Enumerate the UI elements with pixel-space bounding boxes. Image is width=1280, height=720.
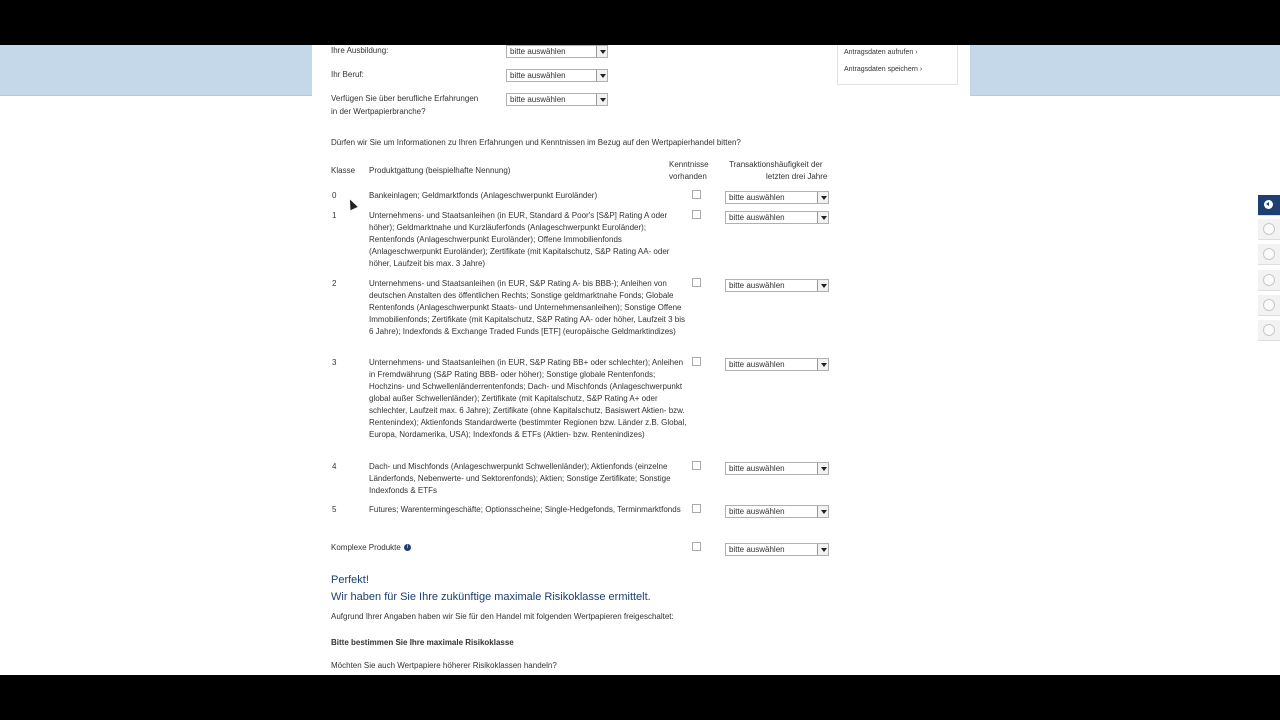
- chevron-down-icon: [596, 94, 607, 105]
- chevron-right-icon: ›: [919, 66, 923, 73]
- frequency-select[interactable]: [725, 211, 829, 224]
- rail-calendar-button[interactable]: [1258, 320, 1280, 341]
- email-icon: [1263, 299, 1275, 311]
- row-description: Futures; Warentermingeschäfte; Optionsscheine; Single-Hedgefonds, Terminmarktfonds: [369, 505, 681, 514]
- letterbox-top: [0, 0, 1280, 45]
- row-description: Unternehmens- und Staatsanleihen (in EUR, Standard & Poor's [S&P] Rating A oder höher); Geldmarktnahe und Kurzläuferfonds (Anlageschwerpunkt Euroländer); Rentenfonds (Anlageschwerpunkt Euroländer); Offene Immobilienfonds (Anlageschwerpunkt Euroländer); Zertifikate (mit Kapitalschutz, S&P Rating AA- oder höher, Laufzeit bis max. 3 Jahre): [369, 211, 670, 268]
- chevron-down-icon: [817, 280, 828, 291]
- col-header-produkt: Produktgattung (beispielhafte Nennung): [369, 166, 511, 175]
- frequency-select-value: bitte auswählen: [729, 507, 785, 516]
- experience-label-line2: in der Wertpapierbranche?: [331, 107, 426, 116]
- frequency-select[interactable]: [725, 191, 829, 204]
- knowledge-checkbox[interactable]: [692, 357, 701, 366]
- row-klasse: 2: [332, 279, 337, 288]
- frequency-select-value: bitte auswählen: [729, 213, 785, 222]
- education-select[interactable]: [506, 45, 608, 58]
- chevron-down-icon: [817, 192, 828, 203]
- frequency-select[interactable]: [725, 462, 829, 475]
- save-application-label: Antragsdaten speichern: [844, 66, 918, 73]
- frequency-select-value: bitte auswählen: [729, 193, 785, 202]
- knowledge-checkbox[interactable]: [692, 278, 701, 287]
- complex-products-label: [331, 542, 411, 554]
- chevron-right-icon: ›: [915, 49, 918, 56]
- row-description: Unternehmens- und Staatsanleihen (in EUR, S&P Rating A- bis BBB-); Anleihen von deutschen Anstalten des öffentlichen Rechts; Sonstige geldmarktnahe Fonds; Globale Rentenfonds (Anlageschwerpunkt Staats- und Unternehmensanleihen); Sonstige Offene Immobilienfonds; Zertifikate (mit Kapitalschutz, S&P Rating AA- oder höher, Laufzeit 3 bis 6 Jahre); Indexfonds & Exchange Traded Funds [ETF] (europäische Geldmarktindizes): [369, 279, 686, 336]
- knowledge-checkbox[interactable]: [692, 190, 701, 199]
- experience-select[interactable]: [506, 93, 608, 106]
- frequency-select[interactable]: [725, 358, 829, 371]
- row-klasse: 3: [332, 358, 337, 367]
- header-band-right: [970, 45, 1280, 96]
- rail-phone-button[interactable]: [1258, 219, 1280, 240]
- chevron-down-icon: [817, 544, 828, 555]
- row-description: Dach- und Mischfonds (Anlageschwerpunkt Schwellenländer); Aktienfonds (einzelne Länderfonds, Nebenwerte- und Sektorenfonds); Aktien; Sonstige Zertifikate; Sonstige Indexfonds & ETFs: [369, 462, 671, 495]
- rail-home-button[interactable]: [1258, 244, 1280, 265]
- col-header-transaktion-1: Transaktionshäufigkeit der: [729, 160, 823, 169]
- profession-select-value: bitte auswählen: [510, 71, 566, 80]
- home-icon: [1263, 248, 1275, 260]
- info-icon[interactable]: i: [404, 544, 411, 551]
- experience-label-line1: Verfügen Sie über berufliche Erfahrungen: [331, 94, 479, 103]
- calendar-icon: [1263, 324, 1275, 336]
- frequency-select[interactable]: [725, 505, 829, 518]
- row-klasse: 1: [332, 211, 337, 220]
- chevron-down-icon: [817, 506, 828, 517]
- col-header-transaktion-2: letzten drei Jahre: [766, 172, 828, 181]
- col-header-kenntnisse-1: Kenntnisse: [669, 160, 709, 169]
- rail-branch-button[interactable]: [1258, 270, 1280, 291]
- letterbox-bottom: [0, 675, 1280, 720]
- profession-select[interactable]: [506, 69, 608, 82]
- chevron-down-icon: [817, 212, 828, 223]
- frequency-select[interactable]: [725, 543, 829, 556]
- load-application-link[interactable]: [844, 49, 918, 56]
- education-label: Ihre Ausbildung:: [331, 46, 389, 55]
- chevron-down-icon: [596, 70, 607, 81]
- knowledge-checkbox[interactable]: [692, 542, 701, 551]
- experience-select-value: bitte auswählen: [510, 95, 566, 104]
- chevron-down-icon: [596, 46, 607, 57]
- frequency-select-value: bitte auswählen: [729, 281, 785, 290]
- row-klasse: 0: [332, 191, 337, 200]
- row-description: Unternehmens- und Staatsanleihen (in EUR, S&P Rating BB+ oder schlechter); Anleihen in Fremdwährung (S&P Rating BBB- oder höher); Sonstige globale Rentenfonds; Hochzins- und Schwellenländerrentenfonds; Dach- und Mischfonds (Anlageschwerpunkt global außer Schwellenländer); Zertifikate (mit Kapitalschutz, S&P Rating A+ oder schlechter, Laufzeit max. 6 Jahre); Zertifikate (ohne Kapitalschutz, Basiswert Aktien- bzw. Rentenindex); Aktienfonds Standardwerte (bestimmter Regionen bzw. Länder z.B. Global, Europa, Nordamerika, USA); Indexfonds & ETFs (Aktien- bzw. Rentenindizes): [369, 358, 687, 439]
- row-klasse: 5: [332, 505, 337, 514]
- higher-risk-question: Möchten Sie auch Wertpapiere höherer Risikoklassen handeln?: [331, 661, 557, 670]
- frequency-select-value: bitte auswählen: [729, 464, 785, 473]
- frequency-select-value: bitte auswählen: [729, 360, 785, 369]
- back-icon: [1264, 200, 1273, 209]
- complex-products-text: Komplexe Produkte: [331, 543, 401, 552]
- header-band-left: [0, 45, 312, 96]
- result-heading: Perfekt!: [331, 574, 369, 586]
- load-application-label: Antragsdaten aufrufen: [844, 49, 914, 56]
- phone-icon: [1263, 223, 1275, 235]
- result-text: Aufgrund Ihrer Angaben haben wir Sie für den Handel mit folgenden Wertpapieren freigeschaltet:: [331, 612, 674, 621]
- result-subheading: Wir haben für Sie Ihre zukünftige maximale Risikoklasse ermittelt.: [331, 591, 651, 603]
- knowledge-checkbox[interactable]: [692, 504, 701, 513]
- risk-class-heading: Bitte bestimmen Sie Ihre maximale Risikoklasse: [331, 638, 514, 647]
- branch-icon: [1263, 274, 1275, 286]
- row-description: Bankeinlagen; Geldmarktfonds (Anlageschwerpunkt Euroländer): [369, 191, 598, 200]
- chevron-down-icon: [817, 463, 828, 474]
- col-header-klasse: Klasse: [331, 166, 356, 175]
- chevron-down-icon: [817, 359, 828, 370]
- knowledge-checkbox[interactable]: [692, 210, 701, 219]
- education-select-value: bitte auswählen: [510, 47, 566, 56]
- experience-question: Dürfen wir Sie um Informationen zu Ihren Erfahrungen und Kenntnissen im Bezug auf den Wertpapierhandel bitten?: [331, 138, 741, 147]
- col-header-kenntnisse-2: vorhanden: [669, 172, 707, 181]
- save-application-link[interactable]: [844, 66, 922, 73]
- rail-back-button[interactable]: [1258, 195, 1280, 216]
- row-klasse: 4: [332, 462, 337, 471]
- knowledge-checkbox[interactable]: [692, 461, 701, 470]
- frequency-select-value: bitte auswählen: [729, 545, 785, 554]
- profession-label: Ihr Beruf:: [331, 70, 364, 79]
- frequency-select[interactable]: [725, 279, 829, 292]
- rail-email-button[interactable]: [1258, 295, 1280, 316]
